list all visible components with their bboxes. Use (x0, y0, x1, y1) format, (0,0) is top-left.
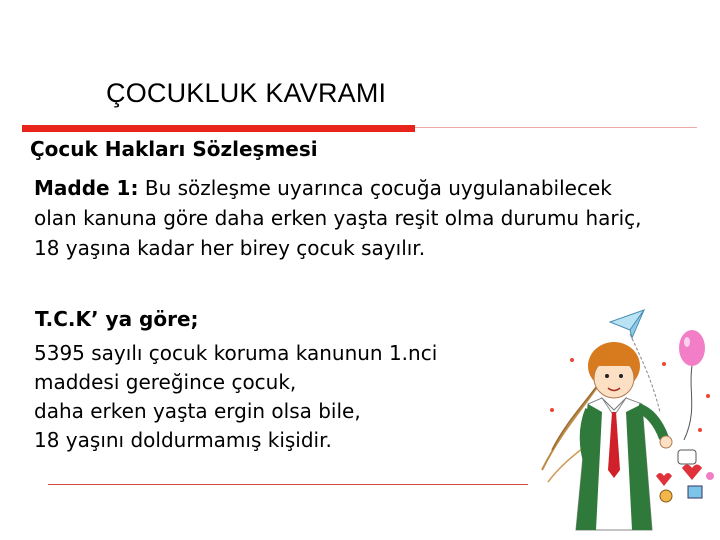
balloon-icon (679, 330, 705, 440)
law-line: maddesi gereğince çocuk, (34, 370, 297, 394)
bottom-divider (48, 484, 528, 485)
law-definition-paragraph (34, 339, 554, 455)
toys-decoration (656, 450, 714, 502)
slide-title: ÇOCUKLUK KAVRAMI (106, 78, 387, 108)
law-line: 18 yaşını doldurmamış kişidir. (34, 428, 332, 452)
child-illustration (532, 300, 718, 540)
title-underline-red (22, 125, 415, 132)
article-label: Madde 1: (34, 176, 139, 200)
article-1-paragraph (34, 173, 654, 263)
section-heading-tck: T.C.K’ ya göre; (35, 307, 199, 331)
law-line: daha erken yaşta ergin olsa bile, (34, 399, 361, 423)
article-text: Bu sözleşme uyarınca çocuğa uygulanabilecek olan kanuna göre daha erken yaşta reşit olma durumu hariç, 18 yaşına kadar her birey çocuk sayılır. (34, 176, 642, 260)
boy-figure (576, 342, 672, 530)
title-underline-thin (415, 127, 697, 128)
section-heading-convention: Çocuk Hakları Sözleşmesi (30, 137, 318, 161)
law-line: 5395 sayılı çocuk koruma kanunun 1.nci (34, 341, 438, 365)
